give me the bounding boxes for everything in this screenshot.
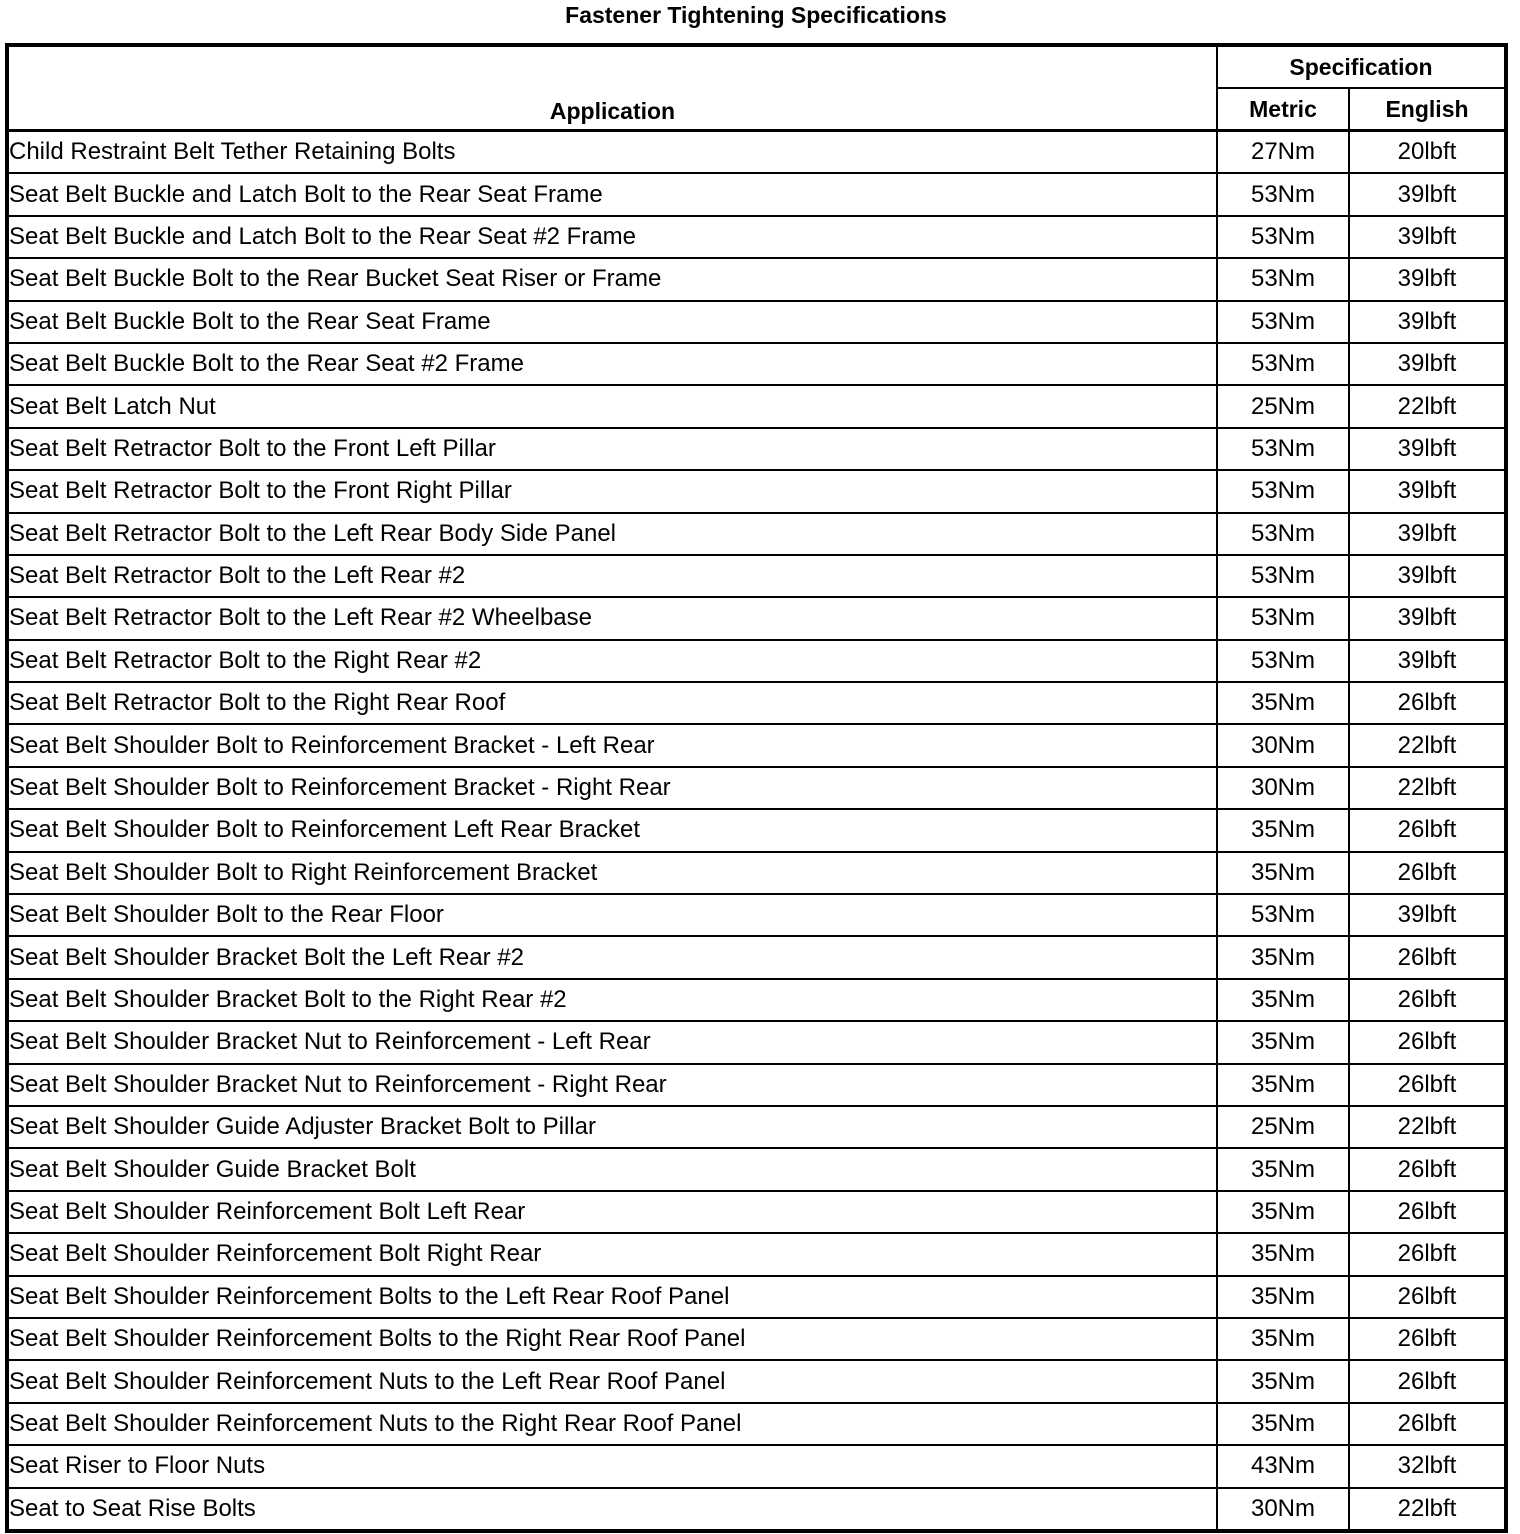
english-value-cell: 22lbft (1349, 724, 1506, 766)
metric-value-cell: 53Nm (1217, 173, 1349, 215)
metric-value-cell: 35Nm (1217, 682, 1349, 724)
application-cell: Seat Belt Shoulder Bolt to Reinforcement Bracket - Right Rear (7, 767, 1217, 809)
metric-value-cell: 35Nm (1217, 1276, 1349, 1318)
metric-value-cell: 35Nm (1217, 1148, 1349, 1190)
application-cell: Seat Belt Shoulder Reinforcement Nuts to the Left Rear Roof Panel (7, 1360, 1217, 1402)
metric-value-cell: 25Nm (1217, 385, 1349, 427)
table-body (7, 131, 1506, 1531)
english-value-cell: 22lbft (1349, 1106, 1506, 1148)
application-cell: Seat Belt Shoulder Bolt to Right Reinforcement Bracket (7, 852, 1217, 894)
metric-value-cell: 35Nm (1217, 936, 1349, 978)
table-row (7, 767, 1506, 809)
english-value-cell: 26lbft (1349, 1318, 1506, 1360)
english-value-cell: 39lbft (1349, 597, 1506, 639)
table-row (7, 809, 1506, 851)
table-row (7, 1021, 1506, 1063)
metric-value-cell: 35Nm (1217, 1318, 1349, 1360)
table-row (7, 1403, 1506, 1445)
table-row (7, 894, 1506, 936)
table-row (7, 1445, 1506, 1487)
table-row (7, 682, 1506, 724)
english-value-cell: 39lbft (1349, 513, 1506, 555)
metric-value-cell: 35Nm (1217, 979, 1349, 1021)
metric-value-cell: 53Nm (1217, 640, 1349, 682)
application-cell: Seat Belt Shoulder Bolt to the Rear Floor (7, 894, 1217, 936)
application-cell: Seat Belt Shoulder Guide Adjuster Bracket Bolt to Pillar (7, 1106, 1217, 1148)
english-value-cell: 26lbft (1349, 1233, 1506, 1275)
table-row (7, 1148, 1506, 1190)
application-cell: Seat Belt Retractor Bolt to the Left Rear #2 Wheelbase (7, 597, 1217, 639)
application-cell: Seat Belt Shoulder Bolt to Reinforcement Bracket - Left Rear (7, 724, 1217, 766)
metric-value-cell: 53Nm (1217, 343, 1349, 385)
english-value-cell: 39lbft (1349, 555, 1506, 597)
table-row (7, 852, 1506, 894)
english-value-cell: 26lbft (1349, 852, 1506, 894)
application-cell: Seat Belt Buckle Bolt to the Rear Seat Frame (7, 301, 1217, 343)
table-row (7, 936, 1506, 978)
english-value-cell: 39lbft (1349, 216, 1506, 258)
english-value-cell: 22lbft (1349, 385, 1506, 427)
fastener-spec-table (5, 43, 1508, 1533)
application-cell: Seat Belt Shoulder Bracket Nut to Reinforcement - Right Rear (7, 1064, 1217, 1106)
application-cell: Seat Belt Shoulder Reinforcement Bolt Right Rear (7, 1233, 1217, 1275)
metric-value-cell: 30Nm (1217, 767, 1349, 809)
english-value-cell: 26lbft (1349, 1021, 1506, 1063)
table-row (7, 724, 1506, 766)
application-cell: Child Restraint Belt Tether Retaining Bolts (7, 131, 1217, 174)
table-row (7, 597, 1506, 639)
application-cell: Seat Belt Retractor Bolt to the Left Rear Body Side Panel (7, 513, 1217, 555)
table-row (7, 258, 1506, 300)
application-cell: Seat Riser to Floor Nuts (7, 1445, 1217, 1487)
table-row (7, 555, 1506, 597)
application-cell: Seat Belt Retractor Bolt to the Front Right Pillar (7, 470, 1217, 512)
metric-column-header: Metric (1217, 88, 1349, 131)
table-row (7, 1318, 1506, 1360)
english-value-cell: 26lbft (1349, 979, 1506, 1021)
english-value-cell: 26lbft (1349, 1403, 1506, 1445)
english-value-cell: 32lbft (1349, 1445, 1506, 1487)
english-value-cell: 39lbft (1349, 894, 1506, 936)
application-cell: Seat Belt Buckle and Latch Bolt to the Rear Seat #2 Frame (7, 216, 1217, 258)
english-column-header: English (1349, 88, 1506, 131)
application-cell: Seat Belt Latch Nut (7, 385, 1217, 427)
english-value-cell: 39lbft (1349, 301, 1506, 343)
metric-value-cell: 35Nm (1217, 1360, 1349, 1402)
metric-value-cell: 53Nm (1217, 513, 1349, 555)
table-row (7, 640, 1506, 682)
metric-value-cell: 53Nm (1217, 216, 1349, 258)
application-column-header: Application (7, 45, 1217, 131)
table-header (7, 45, 1506, 131)
english-value-cell: 39lbft (1349, 428, 1506, 470)
metric-value-cell: 53Nm (1217, 428, 1349, 470)
english-value-cell: 26lbft (1349, 1064, 1506, 1106)
application-cell: Seat Belt Shoulder Bracket Nut to Reinforcement - Left Rear (7, 1021, 1217, 1063)
metric-value-cell: 53Nm (1217, 258, 1349, 300)
english-value-cell: 39lbft (1349, 258, 1506, 300)
english-value-cell: 26lbft (1349, 1360, 1506, 1402)
table-row (7, 979, 1506, 1021)
english-value-cell: 26lbft (1349, 936, 1506, 978)
table-row (7, 1064, 1506, 1106)
english-value-cell: 39lbft (1349, 640, 1506, 682)
metric-value-cell: 30Nm (1217, 1488, 1349, 1531)
application-cell: Seat Belt Shoulder Bolt to Reinforcement Left Rear Bracket (7, 809, 1217, 851)
english-value-cell: 39lbft (1349, 343, 1506, 385)
table-row (7, 1360, 1506, 1402)
metric-value-cell: 35Nm (1217, 1233, 1349, 1275)
metric-value-cell: 35Nm (1217, 1021, 1349, 1063)
table-row (7, 301, 1506, 343)
metric-value-cell: 53Nm (1217, 894, 1349, 936)
table-row (7, 216, 1506, 258)
metric-value-cell: 27Nm (1217, 131, 1349, 174)
metric-value-cell: 35Nm (1217, 852, 1349, 894)
english-value-cell: 39lbft (1349, 470, 1506, 512)
english-value-cell: 20lbft (1349, 131, 1506, 174)
table-row (7, 1191, 1506, 1233)
application-cell: Seat Belt Buckle and Latch Bolt to the Rear Seat Frame (7, 173, 1217, 215)
application-cell: Seat Belt Shoulder Bracket Bolt to the Right Rear #2 (7, 979, 1217, 1021)
english-value-cell: 22lbft (1349, 767, 1506, 809)
table-row (7, 343, 1506, 385)
english-value-cell: 26lbft (1349, 682, 1506, 724)
metric-value-cell: 53Nm (1217, 555, 1349, 597)
application-cell: Seat Belt Shoulder Bracket Bolt the Left Rear #2 (7, 936, 1217, 978)
table-row (7, 428, 1506, 470)
english-value-cell: 26lbft (1349, 1191, 1506, 1233)
table-row (7, 513, 1506, 555)
metric-value-cell: 35Nm (1217, 1191, 1349, 1233)
application-cell: Seat Belt Buckle Bolt to the Rear Bucket Seat Riser or Frame (7, 258, 1217, 300)
table-row (7, 1233, 1506, 1275)
metric-value-cell: 35Nm (1217, 1403, 1349, 1445)
application-cell: Seat Belt Retractor Bolt to the Front Left Pillar (7, 428, 1217, 470)
metric-value-cell: 53Nm (1217, 301, 1349, 343)
english-value-cell: 39lbft (1349, 173, 1506, 215)
metric-value-cell: 30Nm (1217, 724, 1349, 766)
application-cell: Seat Belt Shoulder Guide Bracket Bolt (7, 1148, 1217, 1190)
application-cell: Seat Belt Retractor Bolt to the Left Rear #2 (7, 555, 1217, 597)
application-cell: Seat Belt Shoulder Reinforcement Nuts to the Right Rear Roof Panel (7, 1403, 1217, 1445)
application-cell: Seat Belt Retractor Bolt to the Right Rear #2 (7, 640, 1217, 682)
table-row (7, 1488, 1506, 1531)
metric-value-cell: 25Nm (1217, 1106, 1349, 1148)
application-cell: Seat Belt Shoulder Reinforcement Bolts to the Left Rear Roof Panel (7, 1276, 1217, 1318)
metric-value-cell: 53Nm (1217, 470, 1349, 512)
application-cell: Seat Belt Shoulder Reinforcement Bolts to the Right Rear Roof Panel (7, 1318, 1217, 1360)
english-value-cell: 22lbft (1349, 1488, 1506, 1531)
metric-value-cell: 35Nm (1217, 809, 1349, 851)
table-row (7, 1276, 1506, 1318)
metric-value-cell: 43Nm (1217, 1445, 1349, 1487)
english-value-cell: 26lbft (1349, 1148, 1506, 1190)
application-cell: Seat Belt Shoulder Reinforcement Bolt Left Rear (7, 1191, 1217, 1233)
table-row (7, 470, 1506, 512)
application-cell: Seat to Seat Rise Bolts (7, 1488, 1217, 1531)
document-title: Fastener Tightening Specifications (565, 2, 947, 28)
table-row (7, 173, 1506, 215)
metric-value-cell: 35Nm (1217, 1064, 1349, 1106)
application-cell: Seat Belt Buckle Bolt to the Rear Seat #2 Frame (7, 343, 1217, 385)
table-row (7, 385, 1506, 427)
metric-value-cell: 53Nm (1217, 597, 1349, 639)
table-row (7, 131, 1506, 174)
application-cell: Seat Belt Retractor Bolt to the Right Rear Roof (7, 682, 1217, 724)
english-value-cell: 26lbft (1349, 809, 1506, 851)
table-row (7, 1106, 1506, 1148)
english-value-cell: 26lbft (1349, 1276, 1506, 1318)
specification-group-header: Specification (1217, 45, 1506, 88)
